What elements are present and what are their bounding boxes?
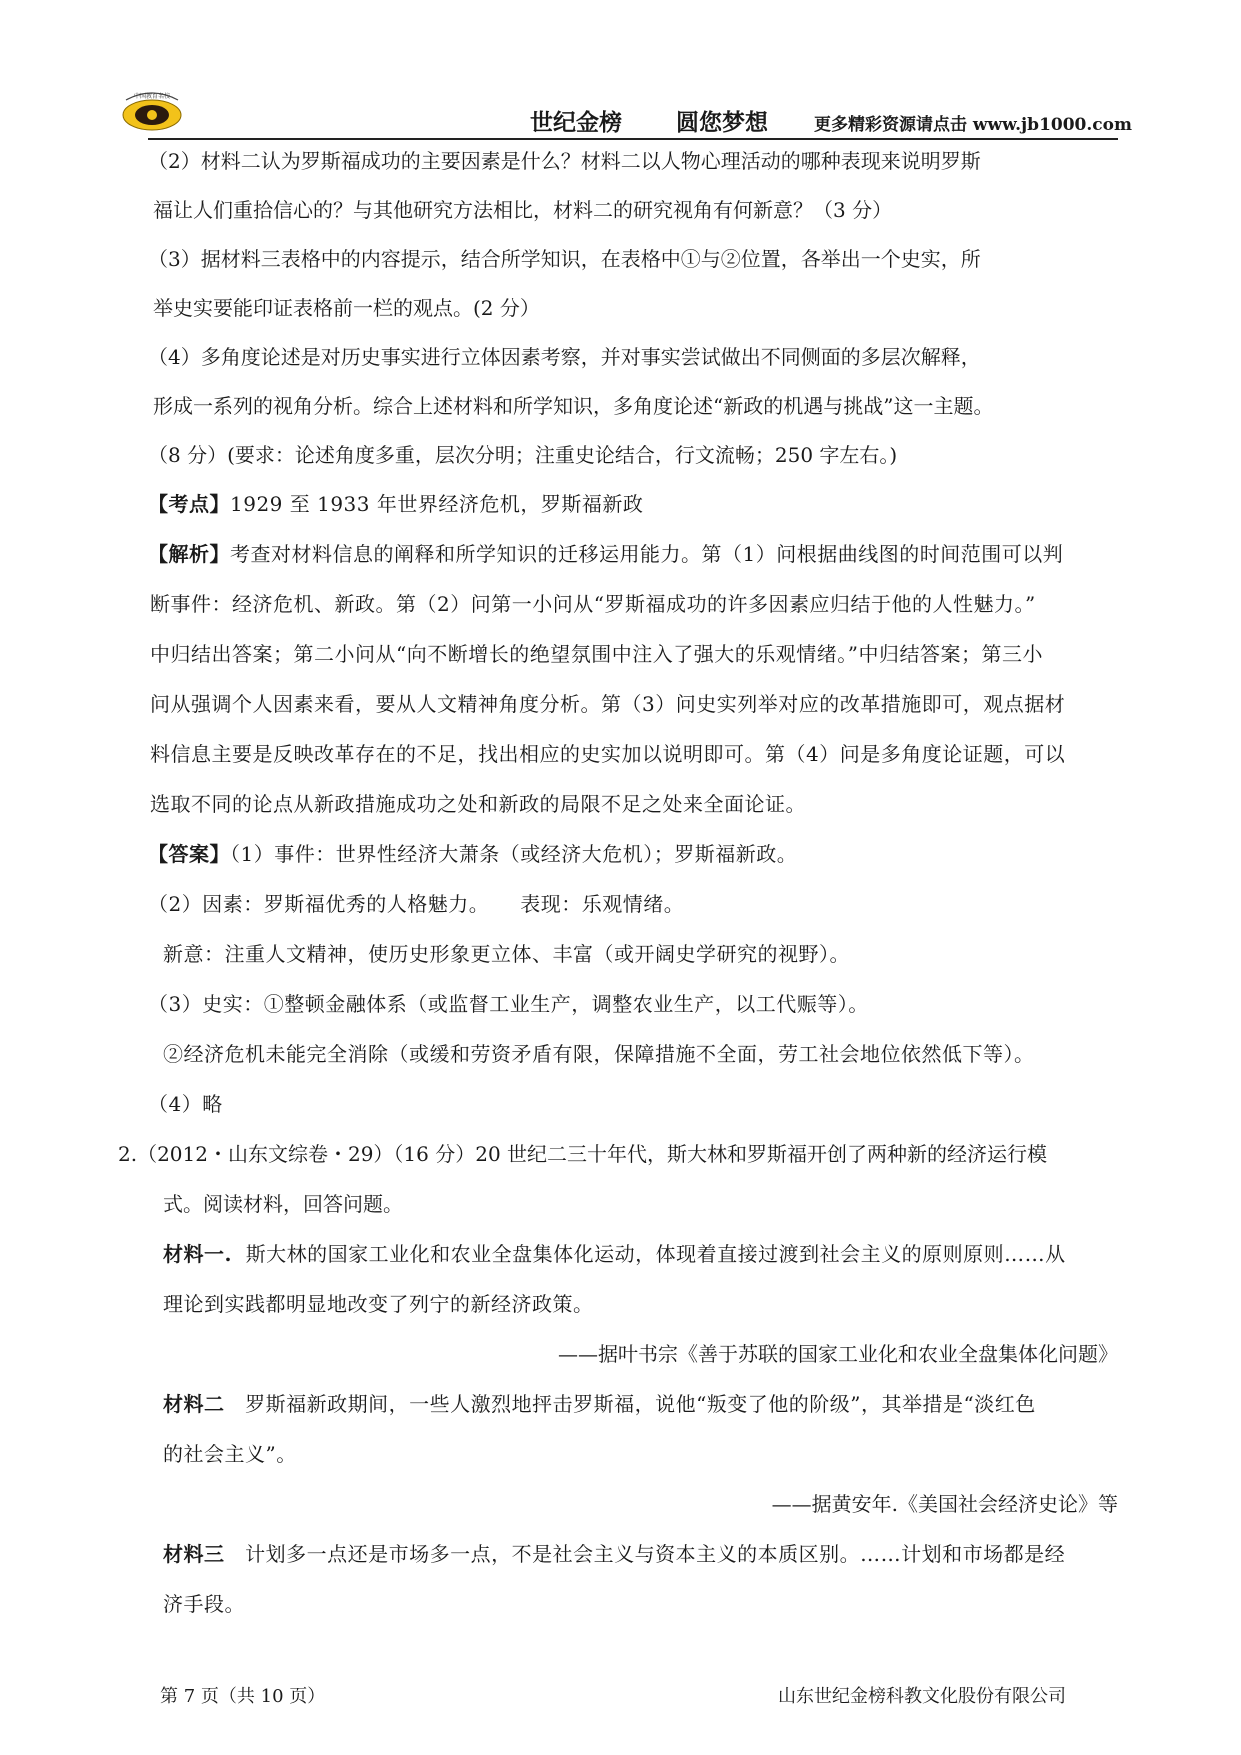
material1-line1: 材料一. 斯大林的国家工业化和农业全盘集体化运动，体现着直接过渡到社会主义的原则原则……从 [163, 1242, 1066, 1266]
daan-label: 【答案】 [148, 842, 230, 866]
kaodian-text: 1929 至 1933 年世界经济危机，罗斯福新政 [230, 492, 644, 516]
material2-line2: 的社会主义”。 [163, 1442, 297, 1466]
footer-company: 山东世纪金榜科教文化股份有限公司 [778, 1686, 1066, 1707]
header-slogan: 圆您梦想 [676, 109, 768, 136]
q2-stem-line2: 式。阅读材料，回答问题。 [163, 1192, 403, 1216]
kaodian-label: 【考点】 [148, 492, 230, 516]
daan-line5: ②经济危机未能完全消除（或缓和劳资矛盾有限，保障措施不全面，劳工社会地位依然低下等）。 [163, 1042, 1035, 1066]
jiexi-line6: 选取不同的论点从新政措施成功之处和新政的局限不足之处来全面论证。 [150, 792, 806, 816]
kaodian [148, 490, 643, 518]
jiexi-line1: 【解析】考查对材料信息的阐释和所学知识的迁移运用能力。第（1）问根据曲线图的时间范围可以判 [148, 542, 1064, 566]
q1-part2-line1: （2）材料二认为罗斯福成功的主要因素是什么？材料二以人物心理活动的哪种表现来说明罗斯 [148, 149, 981, 173]
material2-source: ——据黄安年.《美国社会经济史论》等 [771, 1492, 1118, 1516]
q1-part2-line2: 福让人们重拾信心的？与其他研究方法相比，材料二的研究视角有何新意？（3 分） [153, 198, 893, 222]
daan-line2: （2）因素：罗斯福优秀的人格魅力。 表现：乐观情绪。 [148, 892, 685, 916]
material1-source: ——据叶书宗《善于苏联的国家工业化和农业全盘集体化问题》 [558, 1342, 1118, 1366]
header-rule [148, 138, 1118, 140]
footer-page-number: 第 7 页（共 10 页） [160, 1686, 326, 1707]
q1-part3-line2: 举史实要能印证表格前一栏的观点。(2 分） [153, 296, 540, 320]
material3-line1: 材料三 计划多一点还是市场多一点，不是社会主义与资本主义的本质区别。……计划和市场都是经 [163, 1542, 1066, 1566]
daan-line4: （3）史实：①整顿金融体系（或监督工业生产，调整农业生产，以工代赈等）。 [148, 992, 869, 1016]
daan-line1: 【答案】（1）事件：世界性经济大萧条（或经济大危机）；罗斯福新政。 [148, 842, 798, 866]
jiexi-line5: 料信息主要是反映改革存在的不足，找出相应的史实加以说明即可。第（4）问是多角度论证题，可以 [150, 742, 1066, 766]
material1-line2: 理论到实践都明显地改变了列宁的新经济政策。 [163, 1292, 594, 1316]
material2-line1: 材料二 罗斯福新政期间，一些人激烈地抨击罗斯福，说他“叛变了他的阶级”，其举措是“淡红色 [163, 1392, 1036, 1416]
header-resource-link[interactable]: 更多精彩资源请点击 www.jb1000.com [814, 115, 1132, 135]
material3-label: 材料三 [163, 1542, 225, 1566]
q2-stem-line1: 2.（2012・山东文综卷・29）（16 分）20 世纪二三十年代，斯大林和罗斯福开创了两种新的经济运行模 [118, 1142, 1048, 1166]
svg-text:中国教育名校: 中国教育名校 [133, 93, 171, 100]
header-brand: 世纪金榜 [530, 109, 622, 136]
jiexi-label: 【解析】 [148, 542, 230, 566]
jinbang-logo [118, 88, 186, 132]
material3-line2: 济手段。 [163, 1592, 245, 1616]
jiexi-line2: 断事件：经济危机、新政。第（2）问第一小问从“罗斯福成功的许多因素应归结于他的人性魅力。” [150, 592, 1036, 616]
q1-part3-line1: （3）据材料三表格中的内容提示，结合所学知识，在表格中①与②位置，各举出一个史实，所 [148, 247, 981, 271]
material1-label: 材料一. [163, 1242, 232, 1266]
daan-line6: （4）略 [148, 1092, 223, 1116]
jiexi-line3: 中归结出答案；第二小问从“向不断增长的绝望氛围中注入了强大的乐观情绪。”中归结答案；第三小 [150, 642, 1043, 666]
q1-part4-line3: （8 分）(要求：论述角度多重，层次分明；注重史论结合，行文流畅；250 字左右。) [148, 443, 898, 467]
q1-part4-line2: 形成一系列的视角分析。综合上述材料和所学知识，多角度论述“新政的机遇与挑战”这一主题。 [153, 394, 994, 418]
material2-label: 材料二 [163, 1392, 225, 1416]
daan-line3: 新意：注重人文精神，使历史形象更立体、丰富（或开阔史学研究的视野）。 [163, 942, 850, 966]
jiexi-line4: 问从强调个人因素来看，要从人文精神角度分析。第（3）问史实列举对应的改革措施即可，观点据材 [150, 692, 1066, 716]
q1-part4-line1: （4）多角度论述是对历史事实进行立体因素考察，并对事实尝试做出不同侧面的多层次解释， [148, 345, 981, 369]
